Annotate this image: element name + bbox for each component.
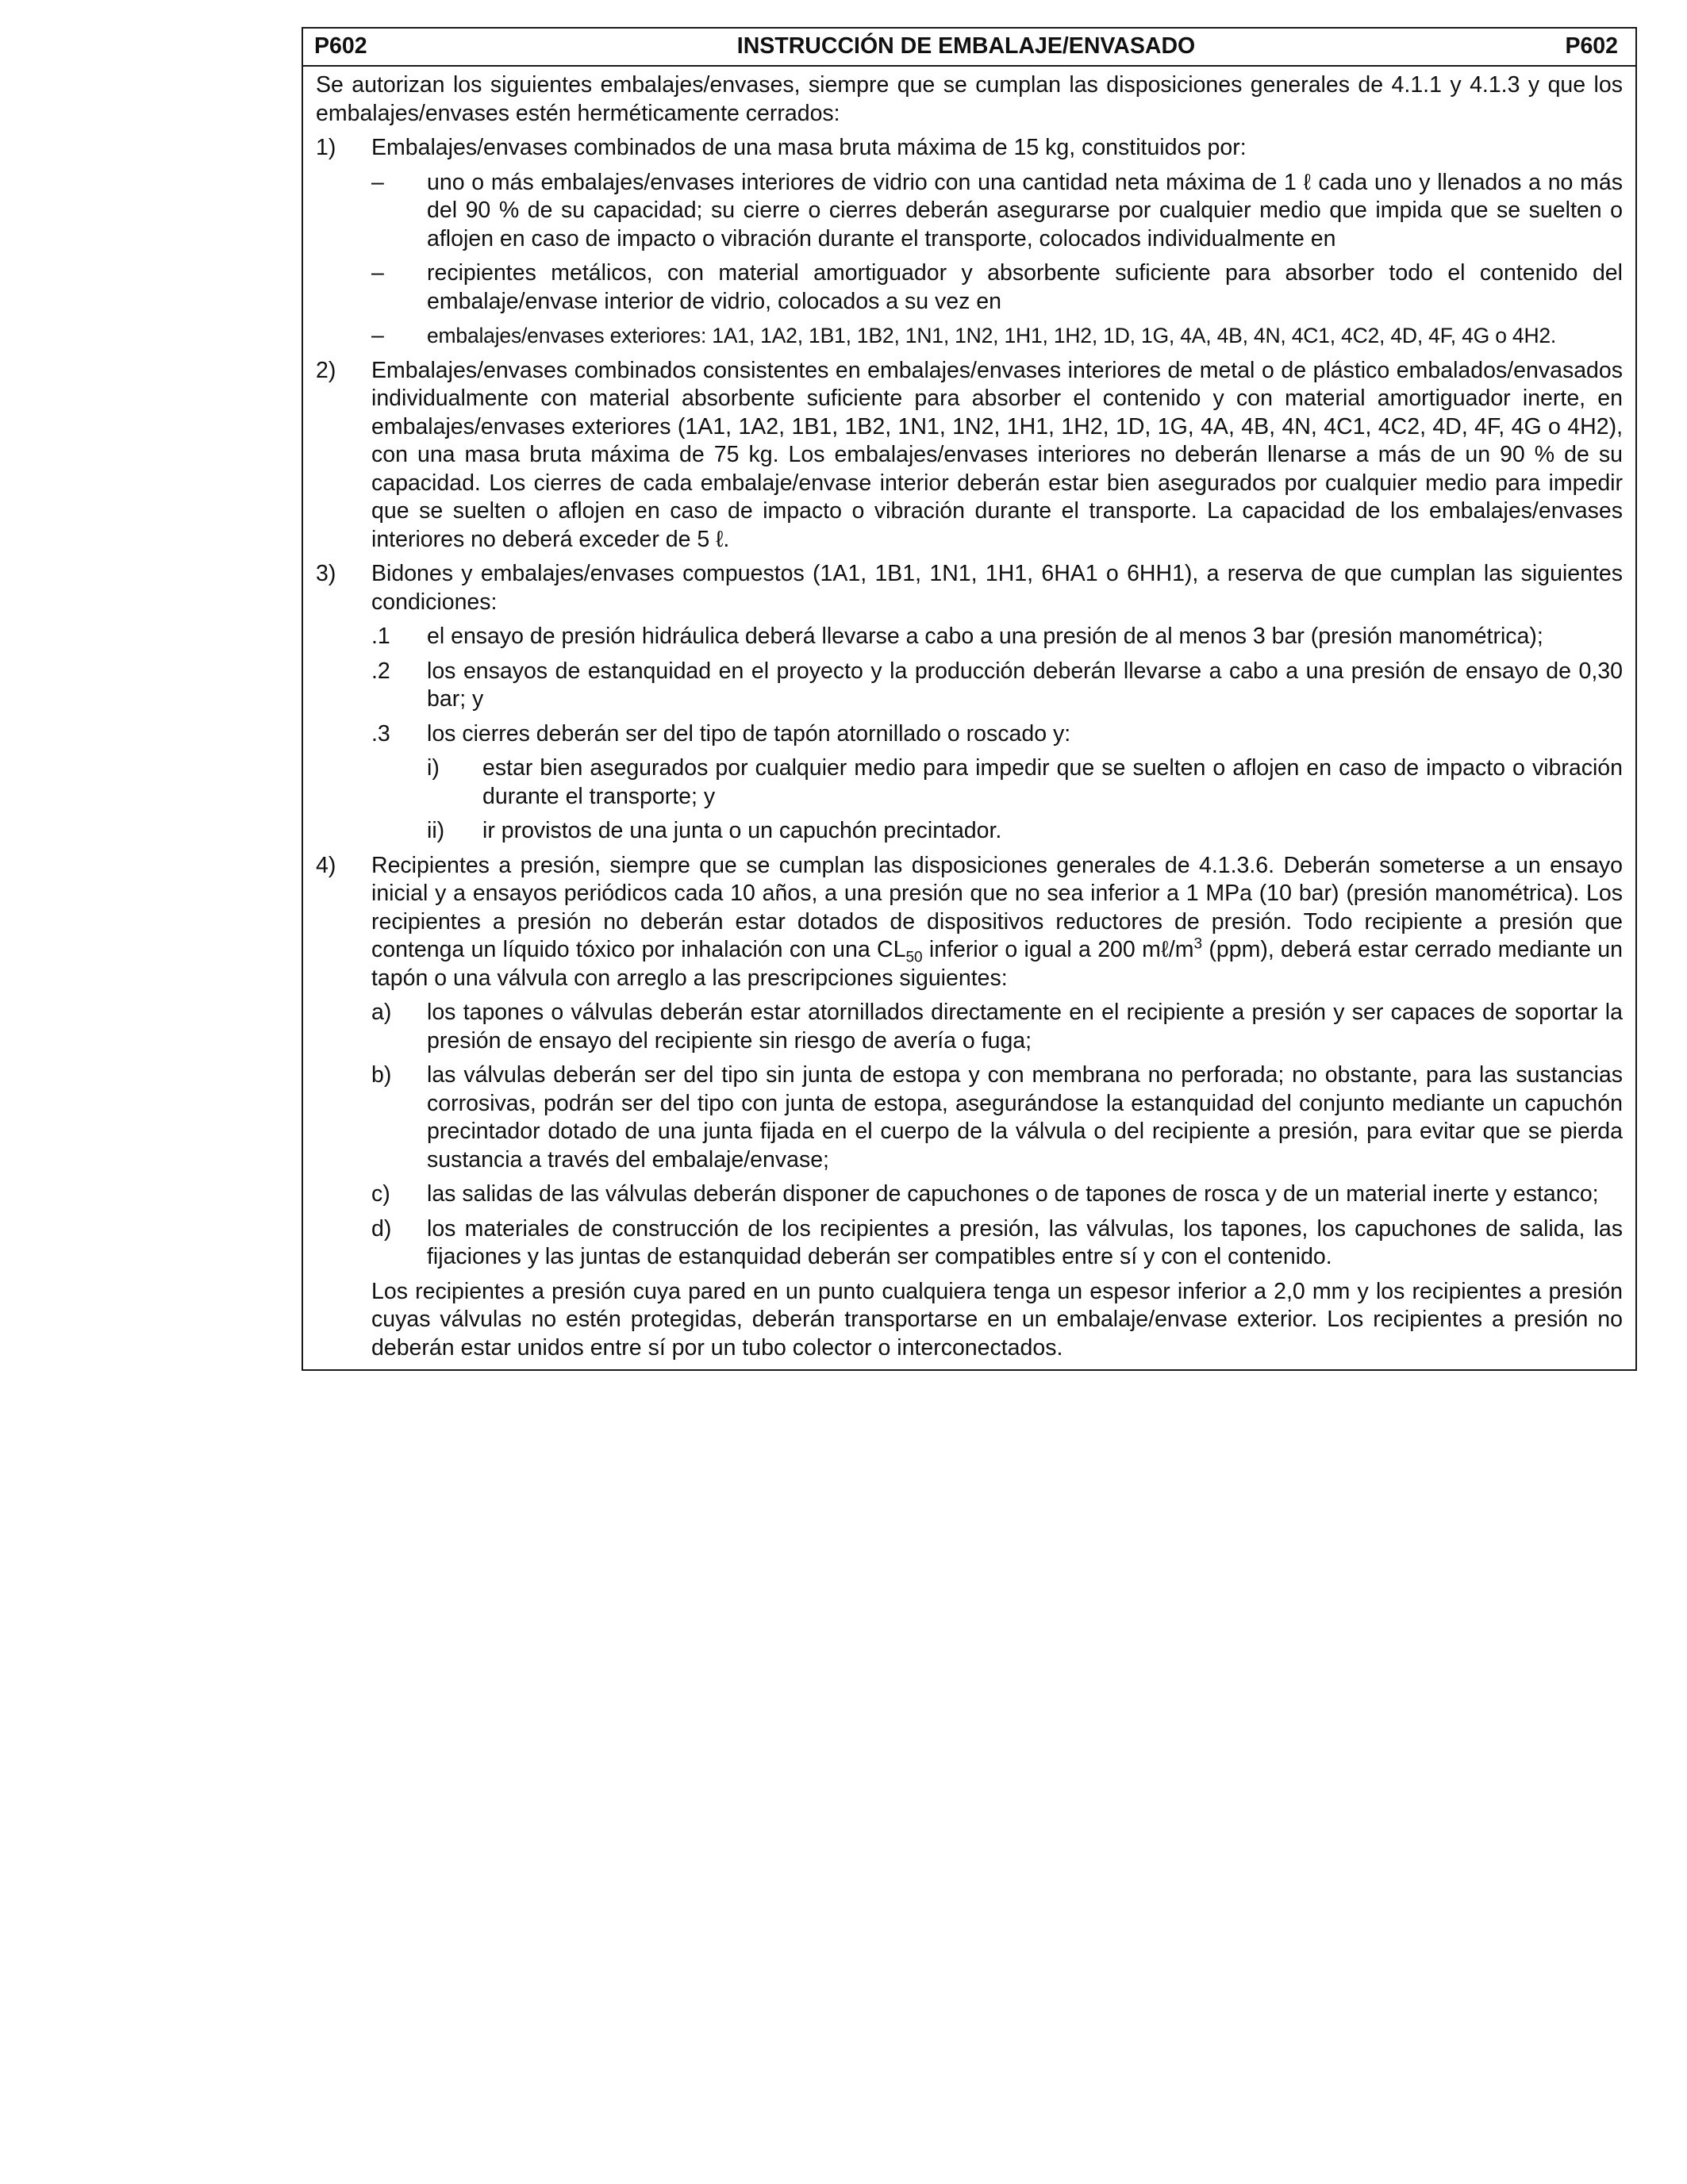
item-2	[316, 357, 1623, 555]
cl50-subscript: 50	[905, 949, 923, 966]
item-4-label: 4)	[316, 852, 336, 878]
item-2-text: Embalajes/envases combinados consistentes en embalajes/envases interiores de metal o de plástico embalados/envasados individualmente con material absorbente suficiente para absorber el contenido y con material amortiguador inerte, en embalajes/envases exteriores (1A1, 1A2, 1B1, 1B2, 1N1, 1N2, 1H1, 1H2, 1D, 1G, 4A, 4B, 4N, 4C1, 4C2, 4D, 4F, 4G o 4H2), con una masa bruta máxima de 75 kg. Los embalajes/envases interiores no deberán llenarse a más de un 90 % de su capacidad. Los cierres de cada embalaje/envase interior deberán estar bien asegurados por cualquier medio para impedir que se suelten o aflojen en caso de impacto o vibración durante el transporte. La capacidad de los embalajes/envases interiores no deberá exceder de 5 ℓ.	[371, 357, 1623, 552]
item-1-dash-1	[371, 169, 1623, 254]
item-4-text-part-b: inferior o igual a 200 mℓ/m	[922, 937, 1194, 962]
item-3-condition-3	[371, 720, 1623, 749]
dash-marker: –	[371, 169, 384, 195]
prescription-c-text: las salidas de las válvulas deberán disponer de capuchones o de tapones de rosca y de un material inerte y estanco;	[427, 1181, 1599, 1207]
condition-3-text: los cierres deberán ser del tipo de tapón atornillado o roscado y:	[427, 720, 1071, 747]
table-body	[303, 67, 1635, 1369]
item-4-prescription-c	[371, 1180, 1623, 1209]
prescription-b-label: b)	[371, 1062, 392, 1088]
condition-2-text: los ensayos de estanquidad en el proyecto y la producción deberán llevarse a cabo a una presión de ensayo de 0,30 bar; y	[427, 658, 1623, 712]
item-1-dash-3-text: embalajes/envases exteriores: 1A1, 1A2, 1B1, 1B2, 1N1, 1N2, 1H1, 1H2, 1D, 1G, 4A, 4B, 4N, 4C1, 4C2, 4D, 4F, 4G o 4H2.	[427, 324, 1557, 347]
dash-marker: –	[371, 323, 384, 348]
m3-superscript: 3	[1193, 935, 1203, 953]
item-1	[316, 134, 1623, 163]
instruction-code-left: P602	[314, 33, 367, 59]
condition-1-text: el ensayo de presión hidráulica deberá llevarse a cabo a una presión de al menos 3 bar (presión manométrica);	[427, 624, 1543, 649]
item-1-dash-2-text: recipientes metálicos, con material amortiguador y absorbente suficiente para absorber todo el contenido del embalaje/envase interior de vidrio, colocados a su vez en	[427, 260, 1623, 314]
prescription-d-text: los materiales de construcción de los recipientes a presión, las válvulas, los tapones, los capuchones de salida, las fijaciones y las juntas de estanquidad deberán ser compatibles entre sí y con el contenido.	[427, 1215, 1623, 1269]
requirement-i-text: estar bien asegurados por cualquier medio para impedir que se suelten o aflojen en caso de impacto o vibración durante el transporte; y	[482, 755, 1623, 809]
condition-1-label: .1	[371, 624, 390, 649]
item-1-dash-3	[371, 322, 1623, 351]
item-3-text: Bidones y embalajes/envases compuestos (1A1, 1B1, 1N1, 1H1, 6HA1 o 6HH1), a reserva de que cumplan las siguientes condiciones:	[371, 561, 1623, 615]
item-1-dash-2	[371, 259, 1623, 316]
condition-2-label: .2	[371, 658, 390, 684]
item-3-requirement-ii	[427, 817, 1623, 846]
item-3-label: 3)	[316, 561, 336, 586]
prescription-d-label: d)	[371, 1215, 392, 1242]
item-4-text-part-c: (ppm), deberá estar cerrado mediante un tapón o una válvula con arreglo a las prescripciones siguientes:	[371, 937, 1624, 991]
instruction-code-right: P602	[1565, 33, 1618, 59]
dash-marker: –	[371, 260, 384, 286]
item-4-text-part-a: Recipientes a presión, siempre que se cumplan las disposiciones generales de 4.1.3.6. Deberán someterse a un ensayo inicial y a ensayos periódicos cada 10 años, a una presión que no sea inferior a 1 MPa (10 bar) (presión manométrica). Los recipientes a presión no deberán estar dotados de dispositivos reductores de presión. Todo recipiente a presión que contenga un líquido tóxico por inhalación con una CL	[371, 852, 1623, 962]
requirement-ii-text: ir provistos de una junta o un capuchón precintador.	[482, 818, 1002, 843]
item-4	[316, 852, 1623, 993]
prescription-b-text: las válvulas deberán ser del tipo sin junta de estopa y con membrana no perforada; no obstante, para las sustancias corrosivas, podrán ser del tipo con junta de estopa, asegurándose la estanquidad del conjunto mediante un capuchón precintador dotado de una junta fijada en el cuerpo de la válvula o del recipiente a presión, para evitar que se pierda sustancia a través del embalaje/envase;	[427, 1062, 1623, 1173]
requirement-ii-label: ii)	[427, 818, 445, 843]
item-3-condition-2	[371, 658, 1623, 714]
prescription-a-label: a)	[371, 1000, 392, 1025]
prescription-c-label: c)	[371, 1181, 390, 1207]
item-3	[316, 560, 1623, 616]
item-3-requirement-i	[427, 754, 1623, 811]
item-1-label: 1)	[316, 135, 336, 160]
requirement-i-label: i)	[427, 755, 440, 781]
closing-paragraph: Los recipientes a presión cuya pared en un punto cualquiera tenga un espesor inferior a 2,0 mm y los recipientes a presión cuyas válvulas no estén protegidas, deberán transportarse en un embalaje/envase exterior. Los recipientes a presión no deberán estar unidos entre sí por un tubo colector o interconectados.	[371, 1278, 1623, 1361]
intro-paragraph: Se autorizan los siguientes embalajes/envases, siempre que se cumplan las disposiciones generales de 4.1.1 y 4.1.3 y que los embalajes/envases estén herméticamente cerrados:	[316, 72, 1623, 126]
item-4-prescription-a	[371, 999, 1623, 1055]
item-1-text: Embalajes/envases combinados de una masa bruta máxima de 15 kg, constituidos por:	[371, 135, 1247, 160]
condition-3-label: .3	[371, 720, 390, 747]
item-1-dash-1-text: uno o más embalajes/envases interiores de vidrio con una cantidad neta máxima de 1 ℓ cada uno y llenados a no más del 90 % de su capacidad; su cierre o cierres deberán asegurarse por cualquier medio que impida que se suelten o aflojen en caso de impacto o vibración durante el transporte, colocados individualmente en	[427, 169, 1623, 251]
table-header	[303, 29, 1635, 67]
packing-instruction-table	[302, 27, 1637, 1371]
prescription-a-text: los tapones o válvulas deberán estar atornillados directamente en el recipiente a presión y ser capaces de soportar la presión de ensayo del recipiente sin riesgo de avería o fuga;	[427, 1000, 1623, 1054]
item-4-prescription-d	[371, 1215, 1623, 1272]
item-3-condition-1	[371, 623, 1623, 651]
item-4-text	[371, 852, 1623, 993]
item-2-label: 2)	[316, 357, 336, 383]
item-4-prescription-b	[371, 1061, 1623, 1174]
instruction-title: INSTRUCCIÓN DE EMBALAJE/ENVASADO	[736, 33, 1196, 59]
item-4-closing	[371, 1278, 1623, 1363]
